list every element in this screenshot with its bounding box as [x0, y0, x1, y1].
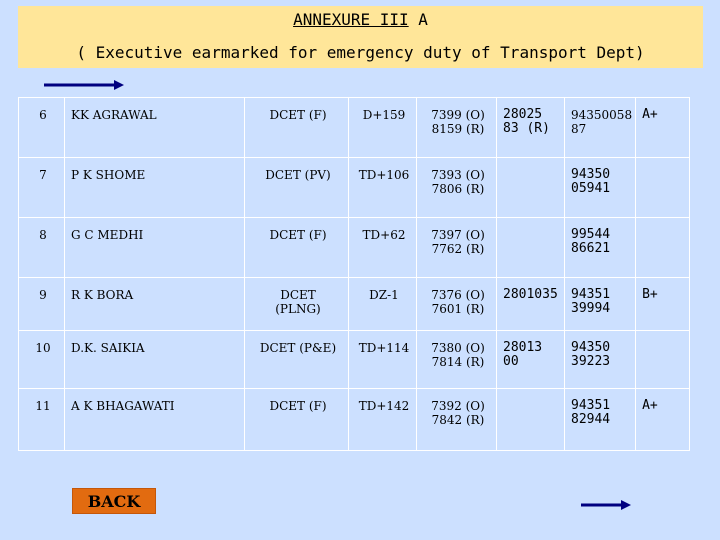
blood-group-cell: [636, 278, 690, 331]
mobile-number-cell-text: 87: [571, 122, 587, 136]
mobile-number-cell: [565, 98, 636, 158]
serial-number-cell-text: 11: [35, 399, 51, 413]
officer-name-cell-text: R K BORA: [71, 288, 134, 302]
mobile-number-cell-text: 86621: [571, 241, 611, 256]
blood-group-cell-text: B+: [642, 287, 658, 302]
office-phone-cell: [417, 98, 497, 158]
mobile-number-cell-text: 94350058: [571, 108, 633, 122]
officer-name-cell-text: P K SHOME: [71, 168, 146, 182]
office-phone-cell: [417, 218, 497, 278]
office-phone-cell: [417, 278, 497, 331]
mobile-number-cell-text: 05941: [571, 181, 611, 196]
railway-phone-cell-text: 28013: [503, 340, 543, 355]
designation-cell-text: DCET (F): [269, 228, 327, 242]
blood-group-cell: [636, 331, 690, 389]
table-row: [19, 218, 690, 278]
serial-number-cell: [19, 98, 65, 158]
office-phone-cell: [417, 331, 497, 389]
unit-code-cell: [349, 278, 417, 331]
table-row: [19, 98, 690, 158]
officer-name-cell-text: D.K. SAIKIA: [71, 341, 145, 355]
unit-code-cell-text: TD+106: [358, 168, 410, 182]
unit-code-cell: [349, 218, 417, 278]
designation-cell-text: DCET (P&E): [259, 341, 337, 355]
table-row: [19, 389, 690, 451]
blood-group-cell-text: A+: [642, 107, 658, 122]
mobile-number-cell: [565, 158, 636, 218]
designation-cell-text: DCET (F): [269, 108, 327, 122]
officer-name-cell-text: G C MEDHI: [71, 228, 144, 242]
officer-name-cell-text: A K BHAGAWATI: [71, 399, 175, 413]
office-phone-cell-text: 8159 (R): [431, 122, 485, 136]
designation-cell-text: DCET: [280, 288, 316, 302]
serial-number-cell-text: 7: [39, 168, 47, 182]
serial-number-cell-text: 8: [39, 228, 47, 242]
mobile-number-cell-text: 39223: [571, 354, 611, 369]
unit-code-cell-text: TD+114: [358, 341, 410, 355]
office-phone-cell-text: 7762 (R): [431, 242, 485, 256]
top-arrow-icon[interactable]: [44, 79, 124, 91]
office-phone-cell-text: 7393 (O): [431, 168, 485, 182]
serial-number-cell: [19, 331, 65, 389]
designation-cell-text: (PLNG): [275, 302, 321, 316]
mobile-number-cell-text: 94351: [571, 287, 611, 302]
office-phone-cell-text: 7397 (O): [431, 228, 485, 242]
blood-group-cell: [636, 389, 690, 451]
table-row: [19, 158, 690, 218]
mobile-number-cell-text: 94350: [571, 340, 611, 355]
designation-cell: [245, 278, 349, 331]
unit-code-cell-text: D+159: [362, 108, 406, 122]
back-button[interactable]: BACK: [72, 488, 156, 514]
mobile-number-cell-text: 94350: [571, 167, 611, 182]
officer-name-cell: [65, 218, 245, 278]
blood-group-cell-text: A+: [642, 398, 658, 413]
office-phone-cell-text: 7380 (O): [431, 341, 485, 355]
officer-name-cell: [65, 158, 245, 218]
railway-phone-cell-text: 83 (R): [503, 121, 550, 136]
mobile-number-cell-text: 94351: [571, 398, 611, 413]
officer-name-cell: [65, 98, 245, 158]
blood-group-cell: [636, 218, 690, 278]
railway-phone-cell-text: 00: [503, 354, 519, 369]
mobile-number-cell: [565, 331, 636, 389]
railway-phone-cell: [497, 389, 565, 451]
officer-name-cell: [65, 389, 245, 451]
unit-code-cell-text: TD+142: [358, 399, 410, 413]
unit-code-cell: [349, 158, 417, 218]
office-phone-cell-text: 7601 (R): [431, 302, 485, 316]
designation-cell: [245, 158, 349, 218]
designation-cell: [245, 331, 349, 389]
page-title: [18, 10, 703, 29]
designation-cell: [245, 218, 349, 278]
serial-number-cell: [19, 158, 65, 218]
mobile-number-cell: [565, 389, 636, 451]
table-row: [19, 331, 690, 389]
office-phone-cell-text: 7376 (O): [431, 288, 485, 302]
serial-number-cell-text: 9: [39, 288, 47, 302]
mobile-number-cell-text: 82944: [571, 412, 611, 427]
serial-number-cell: [19, 278, 65, 331]
designation-cell-text: DCET (PV): [265, 168, 331, 182]
railway-phone-cell-text: 28025: [503, 107, 543, 122]
table-row: [19, 278, 690, 331]
railway-phone-cell-text: 2801035: [503, 287, 558, 302]
designation-cell-text: DCET (F): [269, 399, 327, 413]
railway-phone-cell: [497, 218, 565, 278]
officer-name-cell: [65, 331, 245, 389]
blood-group-cell: [636, 158, 690, 218]
serial-number-cell: [19, 218, 65, 278]
railway-phone-cell: [497, 278, 565, 331]
page-title-suffix: A: [408, 10, 428, 29]
serial-number-cell: [19, 389, 65, 451]
unit-code-cell-text: TD+62: [362, 228, 406, 242]
blood-group-cell: [636, 98, 690, 158]
page-title-main: ANNEXURE III: [293, 10, 409, 29]
office-phone-cell: [417, 158, 497, 218]
office-phone-cell-text: 7842 (R): [431, 413, 485, 427]
office-phone-cell-text: 7814 (R): [431, 355, 485, 369]
serial-number-cell-text: 6: [39, 108, 47, 122]
railway-phone-cell: [497, 98, 565, 158]
title-banner: [18, 6, 703, 68]
next-arrow-icon[interactable]: [581, 499, 631, 511]
designation-cell: [245, 98, 349, 158]
mobile-number-cell: [565, 218, 636, 278]
office-phone-cell: [417, 389, 497, 451]
page-subtitle: ( Executive earmarked for emergency duty of Transport Dept): [76, 43, 645, 62]
serial-number-cell-text: 10: [35, 341, 51, 355]
unit-code-cell: [349, 98, 417, 158]
mobile-number-cell-text: 99544: [571, 227, 611, 242]
officer-name-cell: [65, 278, 245, 331]
unit-code-cell-text: DZ-1: [369, 288, 399, 302]
designation-cell: [245, 389, 349, 451]
officer-name-cell-text: KK AGRAWAL: [71, 108, 157, 122]
mobile-number-cell-text: 39994: [571, 301, 611, 316]
railway-phone-cell: [497, 158, 565, 218]
office-phone-cell-text: 7806 (R): [431, 182, 485, 196]
mobile-number-cell: [565, 278, 636, 331]
railway-phone-cell: [497, 331, 565, 389]
office-phone-cell-text: 7392 (O): [431, 399, 485, 413]
office-phone-cell-text: 7399 (O): [431, 108, 485, 122]
unit-code-cell: [349, 331, 417, 389]
emergency-duty-table: [18, 97, 690, 451]
unit-code-cell: [349, 389, 417, 451]
